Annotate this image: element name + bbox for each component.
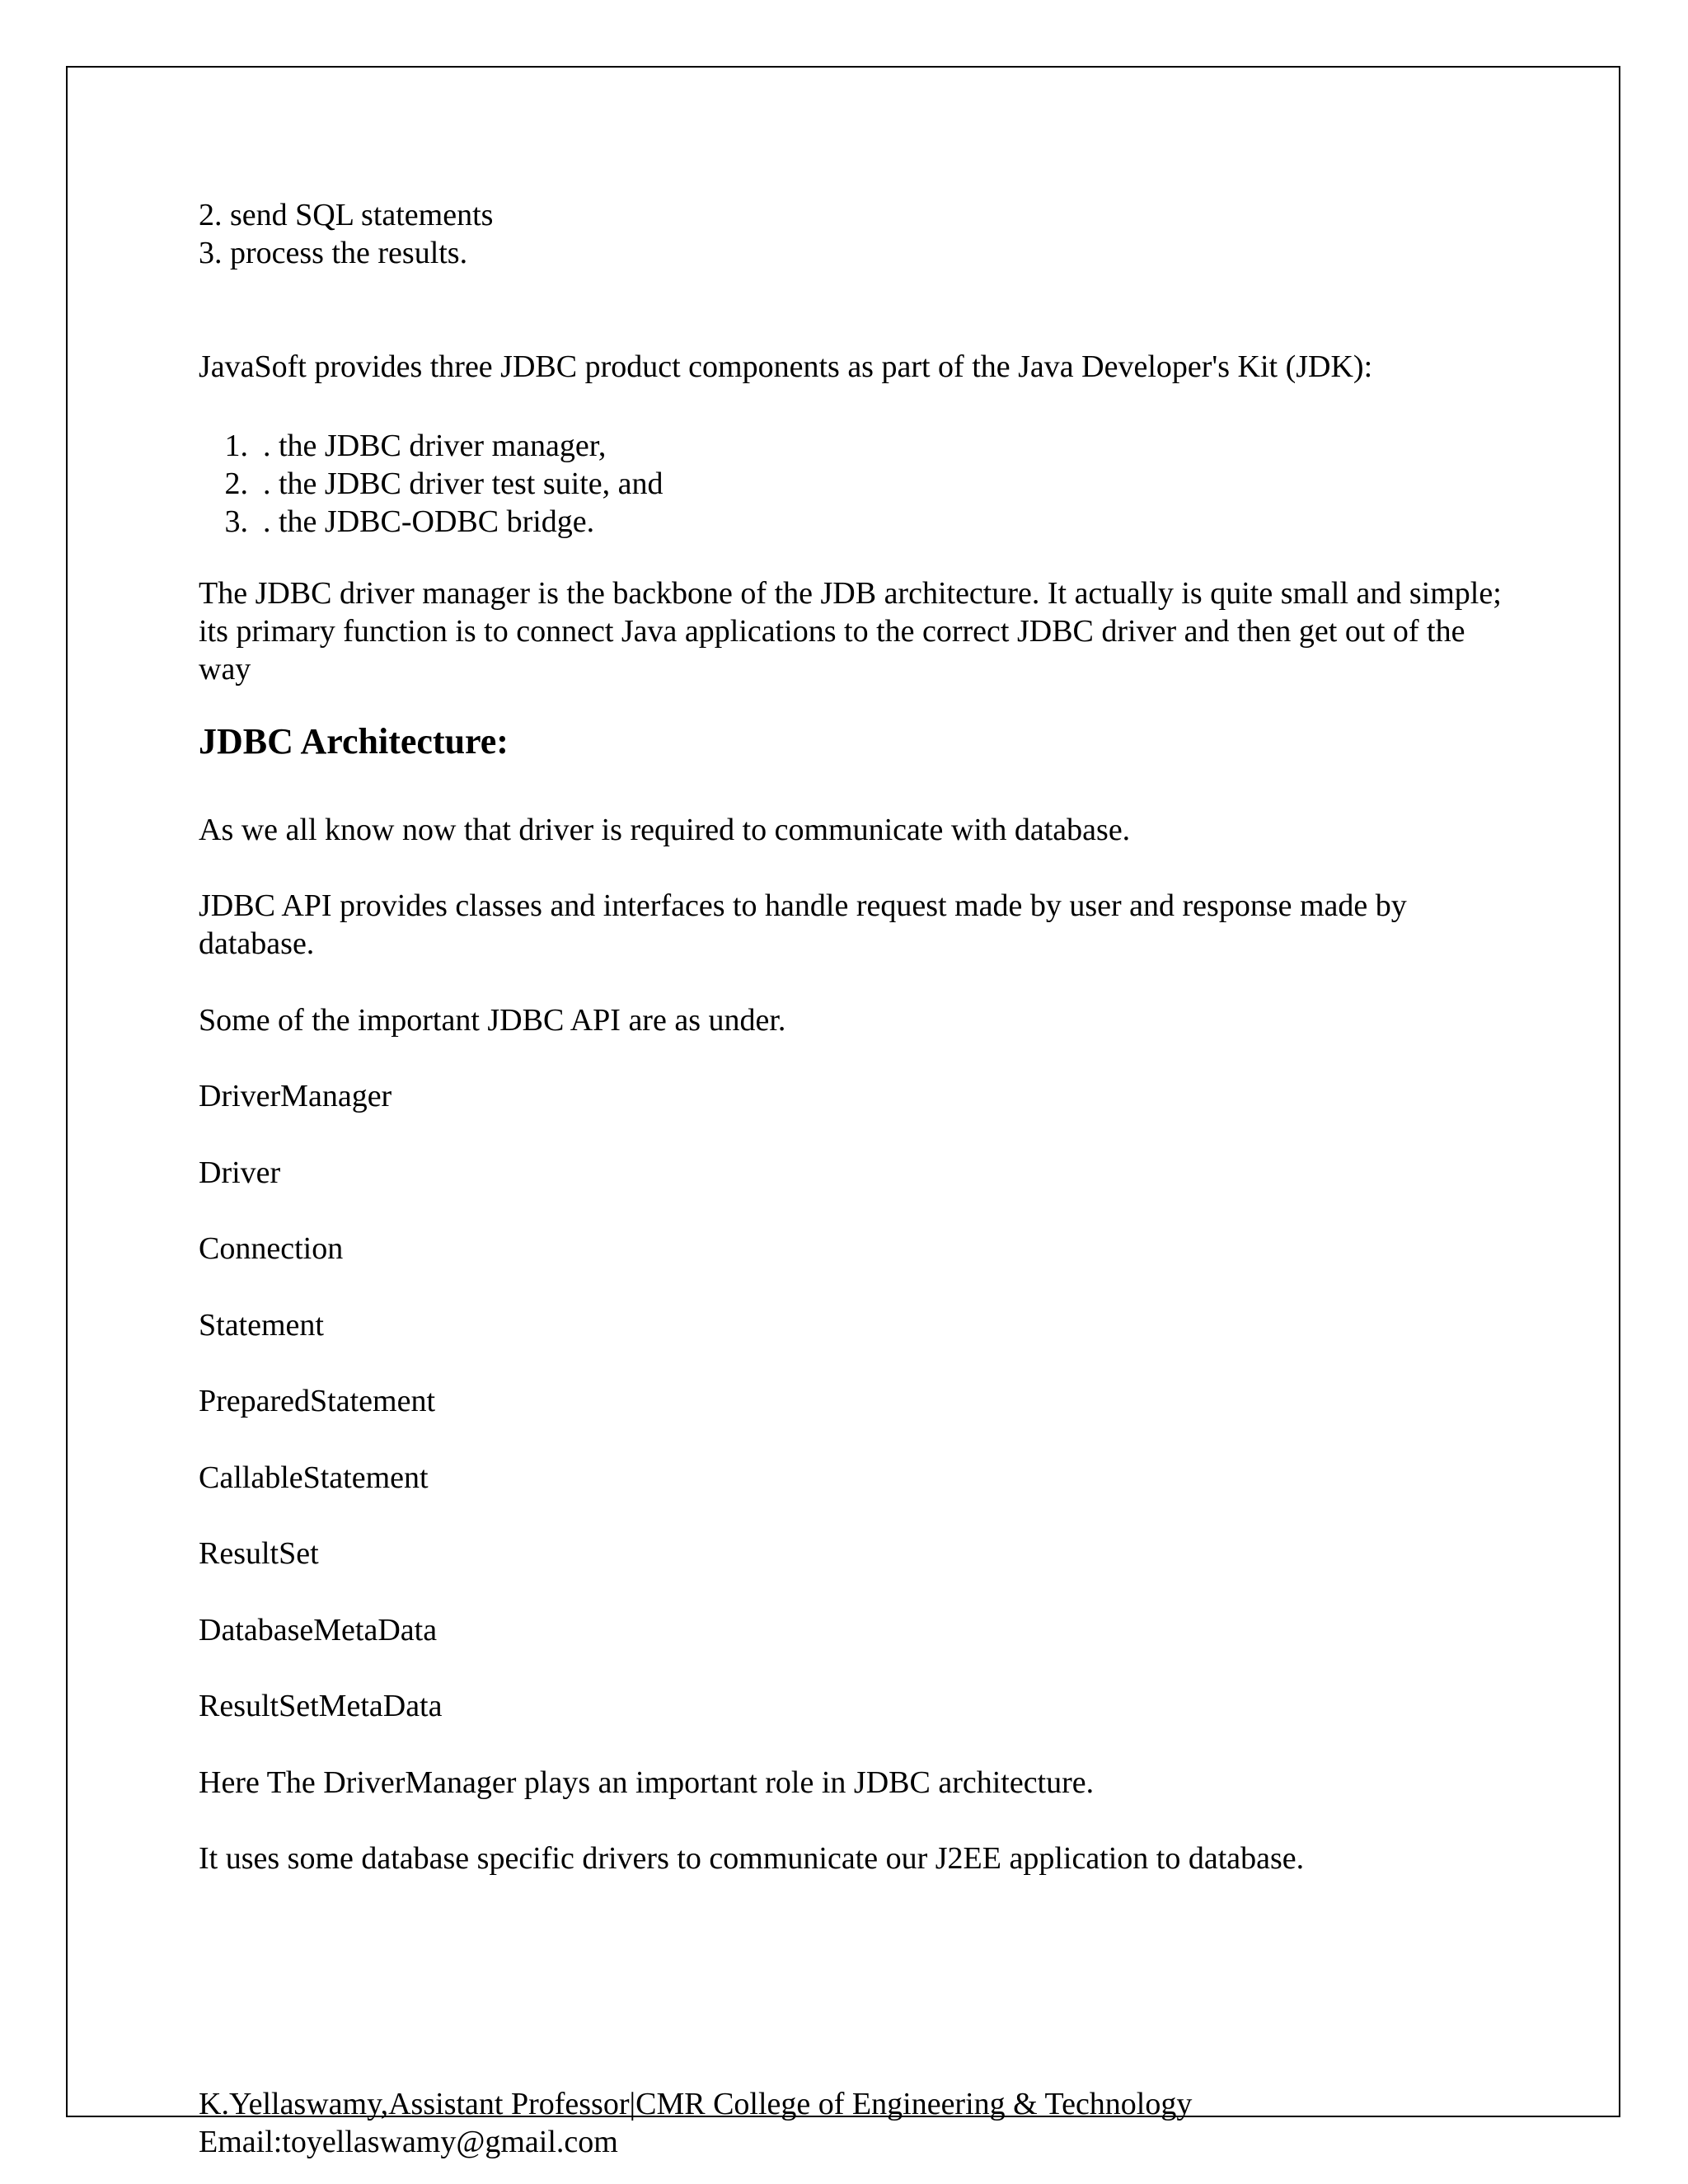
api-item-resultset: ResultSet (199, 1536, 319, 1571)
list-item-number: 1. (224, 429, 248, 463)
specific-drivers-paragraph: It uses some database specific drivers to communicate our J2EE application to database. (199, 1841, 1305, 1876)
api-item-resultsetmetadata: ResultSetMetaData (199, 1689, 443, 1723)
intro-step-2: 2. send SQL statements (199, 198, 494, 232)
api-item-driver: Driver (199, 1155, 281, 1190)
list-item-number: 2. (224, 466, 248, 501)
section-heading: JDBC Architecture: (199, 721, 509, 762)
footer-author: K.Yellaswamy,Assistant Professor|CMR College of Engineering & Technology (199, 2087, 1193, 2121)
driver-manager-role-paragraph: Here The DriverManager plays an important role in JDBC architecture. (199, 1765, 1095, 1800)
driver-required-paragraph: As we all know now that driver is required to communicate with database. (199, 813, 1131, 847)
list-item (199, 427, 663, 465)
api-item-drivermanager: DriverManager (199, 1079, 392, 1113)
jdbc-api-paragraph: JDBC API provides classes and interfaces to handle request made by user and response made by database. (199, 888, 1407, 961)
important-api-paragraph: Some of the important JDBC API are as under. (199, 1003, 786, 1038)
footer-email: Email:toyellaswamy@gmail.com (199, 2125, 618, 2159)
list-item-number: 3. (224, 504, 248, 539)
api-item-callablestatement: CallableStatement (199, 1460, 429, 1495)
list-item-text: . the JDBC-ODBC bridge. (263, 504, 595, 539)
api-item-statement: Statement (199, 1308, 324, 1343)
list-item-text: . the JDBC driver test suite, and (263, 466, 663, 501)
intro-step-3: 3. process the results. (199, 236, 468, 270)
api-item-connection: Connection (199, 1231, 344, 1266)
api-item-preparedstatement: PreparedStatement (199, 1384, 436, 1418)
list-item (199, 503, 663, 541)
driver-manager-paragraph: The JDBC driver manager is the backbone of the JDB architecture. It actually is quite small and simple; its primary function is to connect Java applications to the correct JDBC driver and then get out of the way (199, 576, 1502, 687)
list-item (199, 465, 663, 503)
list-item-text: . the JDBC driver manager, (263, 429, 607, 463)
javasoft-paragraph: JavaSoft provides three JDBC product components as part of the Java Developer's Kit (JDK): (199, 349, 1373, 384)
components-list (199, 427, 663, 541)
api-item-databasemetadata: DatabaseMetaData (199, 1613, 438, 1647)
